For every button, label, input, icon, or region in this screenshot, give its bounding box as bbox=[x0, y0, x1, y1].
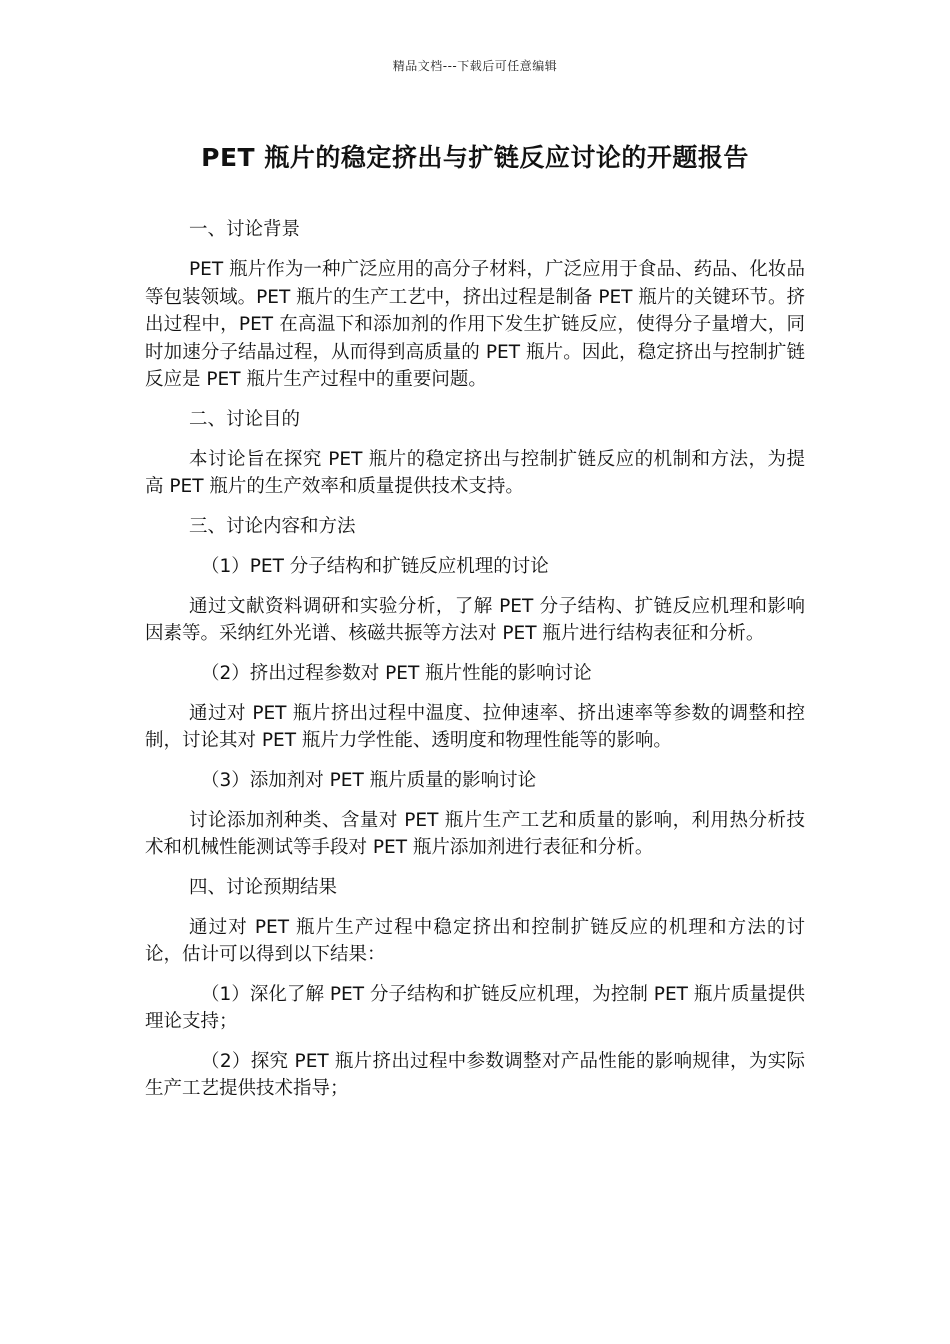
result-item-2: （2）探究 PET 瓶片挤出过程中参数调整对产品性能的影响规律，为实际生产工艺提供技术指导； bbox=[145, 1050, 805, 1099]
subheading-extrusion-parameters: （2）挤出过程参数对 PET 瓶片性能的影响讨论 bbox=[201, 662, 592, 684]
purpose-paragraph: 本讨论旨在探究 PET 瓶片的稳定挤出与控制扩链反应的机制和方法，为提高 PET 瓶片的生产效率和质量提供技术支持。 bbox=[145, 448, 805, 497]
extrusion-parameters-paragraph: 通过对 PET 瓶片挤出过程中温度、拉伸速率、挤出速率等参数的调整和控制，讨论其对 PET 瓶片力学性能、透明度和物理性能等的影响。 bbox=[145, 702, 805, 751]
additives-paragraph: 讨论添加剂种类、含量对 PET 瓶片生产工艺和质量的影响，利用热分析技术和机械性能测试等手段对 PET 瓶片添加剂进行表征和分析。 bbox=[145, 809, 805, 858]
expected-results-paragraph: 通过对 PET 瓶片生产过程中稳定挤出和控制扩链反应的机理和方法的讨论，估计可以得到以下结果： bbox=[145, 916, 805, 965]
section-heading-background: 一、讨论背景 bbox=[189, 219, 301, 240]
document-title: PET 瓶片的稳定挤出与扩链反应讨论的开题报告 bbox=[201, 143, 749, 172]
subheading-molecular-structure: （1）PET 分子结构和扩链反应机理的讨论 bbox=[201, 555, 549, 577]
section-heading-purpose: 二、讨论目的 bbox=[189, 408, 301, 430]
section-heading-expected-results: 四、讨论预期结果 bbox=[189, 876, 338, 898]
molecular-structure-paragraph: 通过文献资料调研和实验分析，了解 PET 分子结构、扩链反应机理和影响因素等。采纳红外光谱、核磁共振等方法对 PET 瓶片进行结构表征和分析。 bbox=[145, 595, 805, 644]
section-heading-content-methods: 三、讨论内容和方法 bbox=[189, 515, 356, 537]
result-item-1: （1）深化了解 PET 分子结构和扩链反应机理，为控制 PET 瓶片质量提供理论支持； bbox=[145, 983, 805, 1032]
document-body bbox=[145, 216, 805, 1115]
header-note: 精品文档---下载后可任意编辑 bbox=[392, 59, 558, 73]
subheading-additives: （3）添加剂对 PET 瓶片质量的影响讨论 bbox=[201, 769, 537, 791]
background-paragraph: PET 瓶片作为一种广泛应用的高分子材料，广泛应用于食品、药品、化妆品等包装领域。PET 瓶片的生产工艺中，挤出过程是制备 PET 瓶片的关键环节。挤出过程中，PET 在高温下和添加剂的作用下发生扩链反应，使得分子量增大，同时加速分子结晶过程，从而得到高质量的 PET 瓶片。因此，稳定挤出与控制扩链反应是 PET 瓶片生产过程中的重要问题。 bbox=[145, 259, 805, 390]
